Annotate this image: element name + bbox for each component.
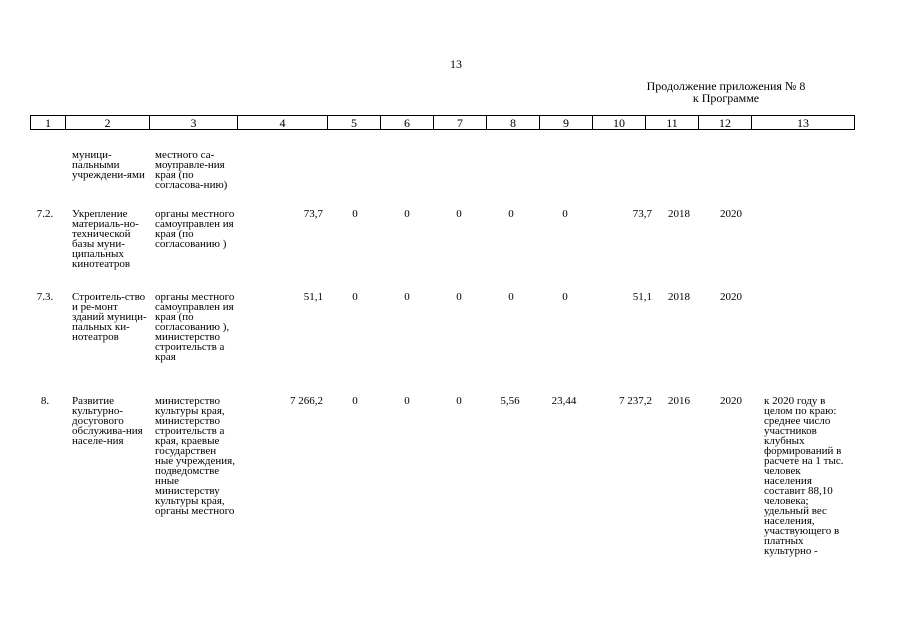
column-header-4: 4	[237, 115, 327, 130]
cell-col8: 0	[508, 291, 514, 303]
cell-col9: 23,44	[551, 395, 577, 407]
cell-measure-name: Укрепление материаль-но-технической базы муни-ципальных кинотеатров	[72, 208, 139, 270]
cell-col6: 0	[404, 291, 410, 303]
cell-end-year: 2020	[720, 395, 742, 407]
column-header-5: 5	[327, 115, 380, 130]
cell-total: 73,7	[303, 208, 323, 220]
cell-col8: 0	[508, 208, 514, 220]
cell-measure-name: Строитель-ство и ре-монт зданий муници-пальных ки-нотеатров	[72, 291, 147, 343]
cell-number: 7.3.	[36, 291, 54, 303]
cell-col9: 0	[562, 291, 568, 303]
cell-col8: 5,56	[500, 395, 520, 407]
column-header-9: 9	[539, 115, 592, 130]
cell-number: 7.2.	[36, 208, 54, 220]
cell-start-year: 2016	[668, 395, 690, 407]
cell-executor: министерство культуры края, министерство строительств а края, краевые государствен ные учреждения, подведомстве нные министерству культуры края, органы местного	[155, 395, 235, 517]
cell-col6: 0	[404, 208, 410, 220]
column-header-12: 12	[698, 115, 751, 130]
cell-col7: 0	[456, 208, 462, 220]
appendix-line-1: Продолжение приложения № 8	[646, 79, 806, 93]
column-header-3: 3	[149, 115, 237, 130]
column-header-2: 2	[65, 115, 149, 130]
cell-col10: 7 237,2	[619, 395, 652, 407]
cell-col5: 0	[352, 208, 358, 220]
cell-col10: 73,7	[632, 208, 652, 220]
column-header-6: 6	[380, 115, 433, 130]
cell-total: 51,1	[303, 291, 323, 303]
cell-col5: 0	[352, 291, 358, 303]
cell-col5: 0	[352, 395, 358, 407]
column-header-1: 1	[30, 115, 65, 130]
cell-col9: 0	[562, 208, 568, 220]
column-header-10: 10	[592, 115, 645, 130]
cell-end-year: 2020	[720, 291, 742, 303]
cell-col7: 0	[456, 395, 462, 407]
cell-measure-name: Развитие культурно-досугового обслужива-ния населе-ния	[72, 395, 143, 447]
column-header-8: 8	[486, 115, 539, 130]
cell-expected-result: к 2020 году в целом по краю: среднее число участников клубных формирований в расчете на 1 тыс. человек населения составит 88,10 человека; удельный вес населения, участвующего в платных культурно -	[764, 395, 844, 557]
cell-executor: органы местного самоуправлен ия края (по согласованию )	[155, 208, 235, 250]
cell-col10: 51,1	[632, 291, 652, 303]
column-header-13: 13	[751, 115, 855, 130]
cell-start-year: 2018	[668, 208, 690, 220]
cell-end-year: 2020	[720, 208, 742, 220]
cell-measure-name: муници-пальными учреждени-ями	[72, 149, 145, 181]
column-header-7: 7	[433, 115, 486, 130]
page-number: 13	[450, 57, 462, 71]
cell-total: 7 266,2	[290, 395, 323, 407]
appendix-line-2: к Программе	[692, 91, 760, 105]
cell-number: 8.	[40, 395, 50, 407]
cell-executor: местного са-моуправле-ния края (по согласова-нию)	[155, 149, 228, 191]
cell-col6: 0	[404, 395, 410, 407]
appendix-caption	[620, 80, 832, 104]
cell-start-year: 2018	[668, 291, 690, 303]
column-header-11: 11	[645, 115, 698, 130]
cell-col7: 0	[456, 291, 462, 303]
cell-executor: органы местного самоуправлен ия края (по согласованию ), министерство строительств а края	[155, 291, 235, 363]
